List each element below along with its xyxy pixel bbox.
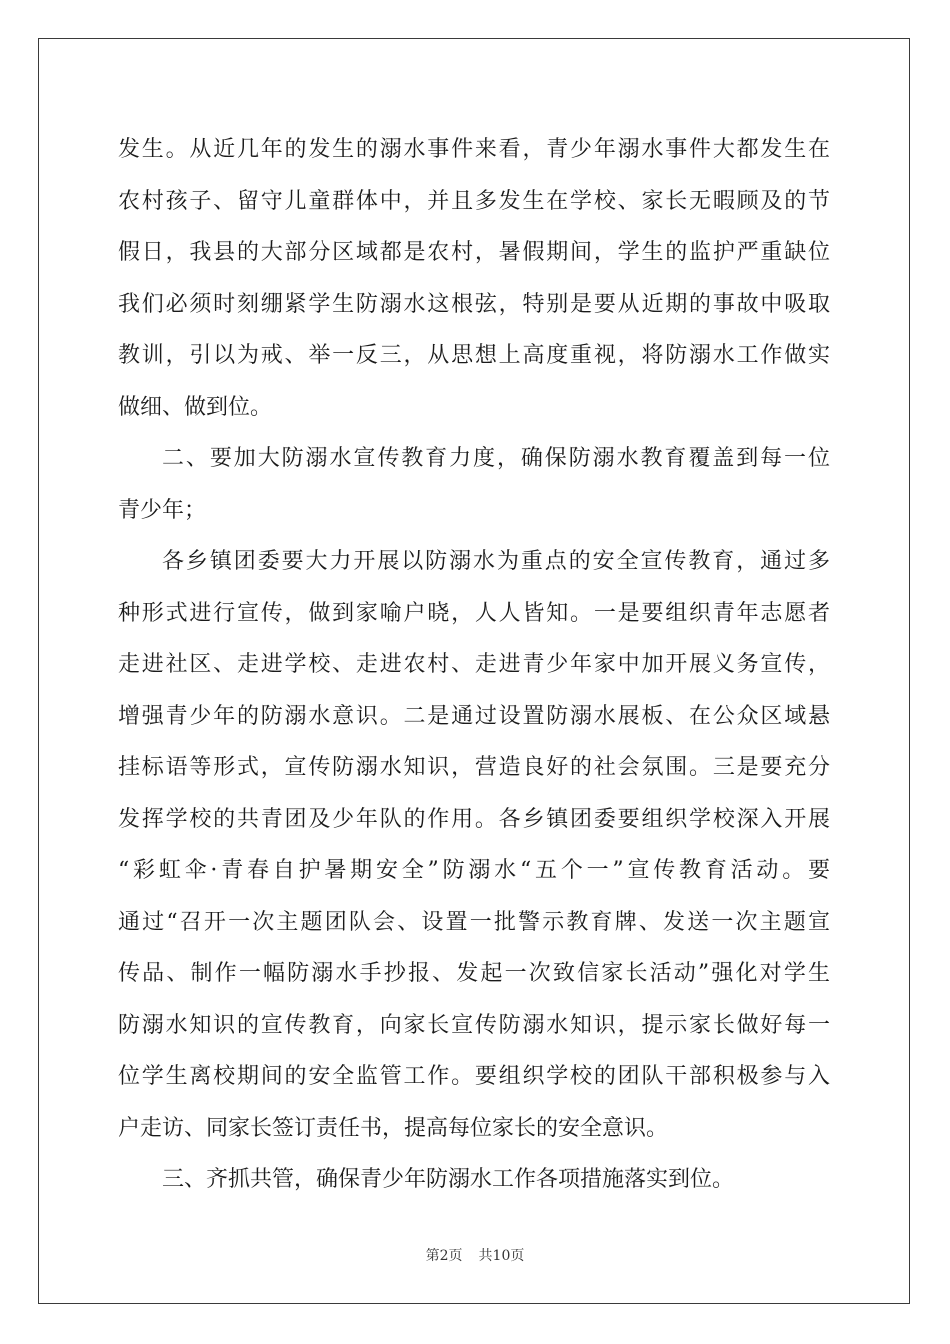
text-line: 增强青少年的防溺水意识。二是通过设置防溺水展板、在公众区域悬 — [118, 703, 830, 729]
text-line: “彩虹伞·青春自护暑期安全”防溺水“五个一”宣传教育活动。要 — [118, 858, 830, 883]
text-line: 教训，引以为戒、举一反三，从思想上高度重视，将防溺水工作做实 — [118, 343, 830, 368]
text-line: 走进社区、走进学校、走进农村、走进青少年家中加开展义务宣传， — [118, 652, 830, 677]
text-line: 各乡镇团委要大力开展以防溺水为重点的安全宣传教育，通过多 — [162, 549, 830, 574]
text-line: 挂标语等形式，宣传防溺水知识，营造良好的社会氛围。三是要充分 — [118, 755, 830, 780]
text-line: 传品、制作一幅防溺水手抄报、发起一次致信家长活动”强化对学生 — [118, 961, 830, 986]
text-line: 发挥学校的共青团及少年队的作用。各乡镇团委要组织学校深入开展 — [118, 806, 830, 832]
page-total: 共10页 — [478, 1248, 525, 1264]
document-body — [118, 124, 830, 1206]
text-line: 防溺水知识的宣传教育，向家长宣传防溺水知识，提示家长做好每一 — [118, 1012, 830, 1038]
text-line: 种形式进行宣传，做到家喻户晓，人人皆知。一是要组织青年志愿者 — [118, 600, 830, 626]
page-footer — [0, 1245, 950, 1265]
text-line: 通过“召开一次主题团队会、设置一批警示教育牌、发送一次主题宣 — [118, 909, 830, 935]
text-line: 我们必须时刻绷紧学生防溺水这根弦，特别是要从近期的事故中吸取 — [118, 291, 830, 317]
section-heading-line: 二、要加大防溺水宣传教育力度，确保防溺水教育覆盖到每一位 — [162, 446, 830, 471]
section-heading-line: 三、齐抓共管，确保青少年防溺水工作各项措施落实到位。 — [162, 1167, 735, 1192]
text-line: 农村孩子、留守儿童群体中，并且多发生在学校、家长无暇顾及的节 — [118, 188, 830, 214]
text-line: 户走访、同家长签订责任书，提高每位家长的安全意识。 — [118, 1115, 669, 1141]
text-line: 位学生离校期间的安全监管工作。要组织学校的团队干部积极参与入 — [118, 1064, 830, 1089]
text-line: 假日，我县的大部分区域都是农村，暑假期间，学生的监护严重缺位 — [118, 240, 830, 265]
page-number: 第2页 — [425, 1248, 463, 1264]
text-line: 做细、做到位。 — [118, 394, 273, 420]
text-line: 发生。从近几年的发生的溺水事件来看，青少年溺水事件大都发生在 — [118, 137, 830, 162]
section-heading-line: 青少年； — [118, 497, 207, 523]
